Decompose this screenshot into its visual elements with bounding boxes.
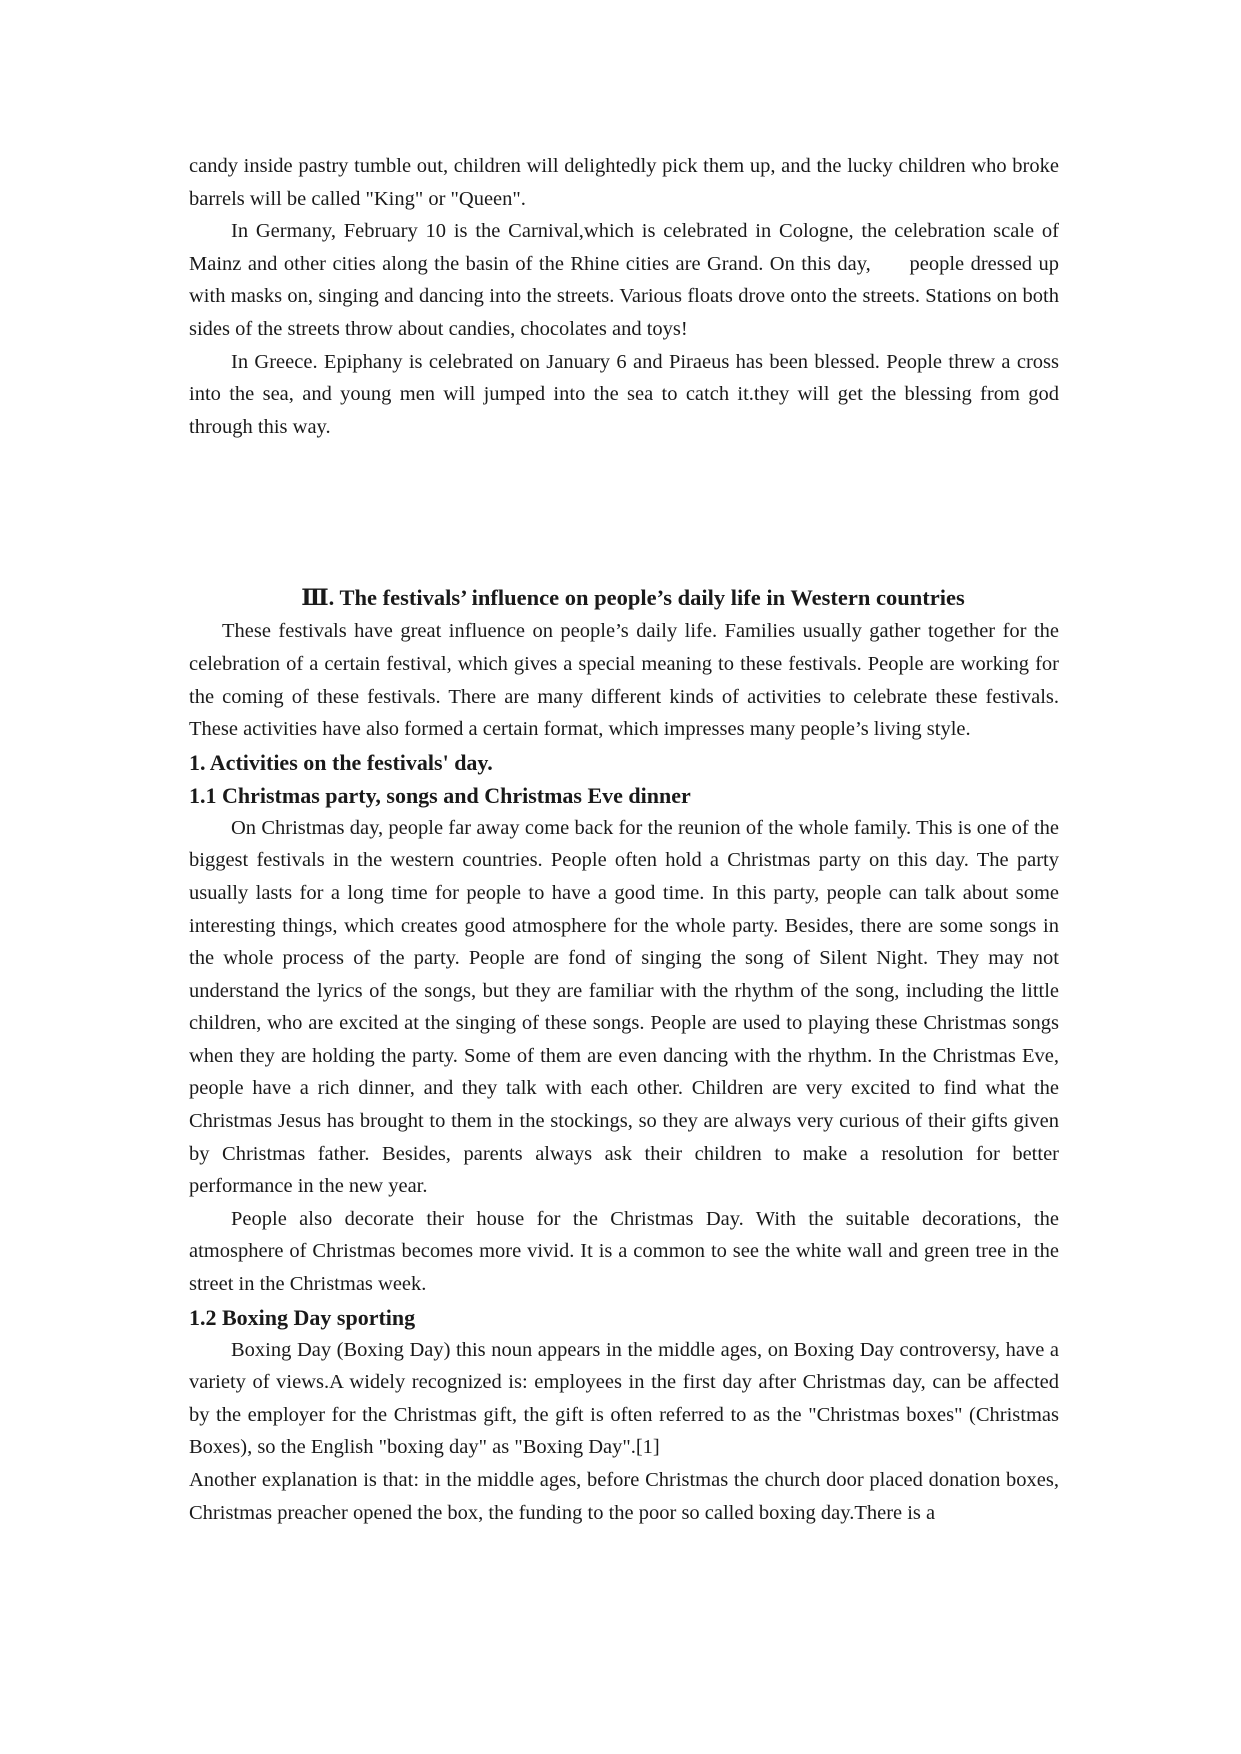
paragraph-boxing-day-explanation: Another explanation is that: in the middle ages, before Christmas the church door placed donation boxes, Christmas preacher opened the box, the funding to the poor so called boxing day.There is a (189, 1469, 1059, 1524)
paragraph-christmas-decoration: People also decorate their house for the Christmas Day. With the suitable decorations, the atmosphere of Christmas becomes more vivid. It is a common to see the white wall and green tree in the street in the Christmas week. (189, 1207, 1059, 1296)
paragraph: candy inside pastry tumble out, children will delightedly pick them up, and the lucky children who broke barrels will be called "King" or "Queen". (189, 155, 1059, 210)
paragraph-germany: In Germany, February 10 is the Carnival,which is celebrated in Cologne, the celebration scale of Mainz and other cities along the basin of the Rhine cities are Grand. On this day, people dressed up with masks on, singing and dancing into the streets. Various floats drove onto the streets. Stations on both sides of the streets throw about candies, chocolates and toys! (189, 220, 1065, 340)
section-intro: These festivals have great influence on people’s daily life. Families usually gather together for the celebration of a certain festival, which gives a special meaning to these festivals. People are working for the coming of these festivals. There are many different kinds of activities to celebrate these festivals. These activities have also formed a certain format, which impresses many people’s living style. (189, 620, 1059, 741)
heading-christmas: 1.1 Christmas party, songs and Christmas Eve dinner (189, 782, 691, 808)
heading-activities: 1. Activities on the festivals' day. (189, 749, 493, 775)
document-page (189, 150, 1065, 1529)
page-gap (189, 443, 1059, 581)
paragraph-greece: In Greece. Epiphany is celebrated on January 6 and Piraeus has been blessed. People threw a cross into the sea, and young men will jumped into the sea to catch it.they will get the blessing from god through this way. (189, 350, 1059, 438)
heading-boxing-day: 1.2 Boxing Day sporting (189, 1304, 416, 1330)
paragraph-boxing-day-origin: Boxing Day (Boxing Day) this noun appears in the middle ages, on Boxing Day controversy, have a variety of views.A widely recognized is: employees in the first day after Christmas day, can be affected by the employer for the Christmas gift, the gift is often referred to as the "Christmas boxes" (Christmas Boxes), so the English "boxing day" as "Boxing Day".[1] (189, 1338, 1059, 1459)
paragraph-christmas-party: On Christmas day, people far away come back for the reunion of the whole family. This is one of the biggest festivals in the western countries. People often hold a Christmas party on this day. The party usually lasts for a long time for people to have a good time. In this party, people can talk about some interesting things, which creates good atmosphere for the whole party. Besides, there are some songs in the whole process of the party. People are fond of singing the song of Silent Night. They may not understand the lyrics of the songs, but they are familiar with the rhythm of the song, including the little children, who are excited at the singing of these songs. People are used to playing these Christmas songs when they are holding the party. Some of them are even dancing with the rhythm. In the Christmas Eve, people have a rich dinner, and they talk with each other. Children are very excited to find what the Christmas Jesus has brought to them in the stockings, so they are always very curious of their gifts given by Christmas father. Besides, parents always ask their children to make a resolution for better performance in the new year. (189, 816, 1059, 1198)
section-title: Ⅲ. The festivals’ influence on people’s daily life in Western countries (301, 585, 965, 611)
